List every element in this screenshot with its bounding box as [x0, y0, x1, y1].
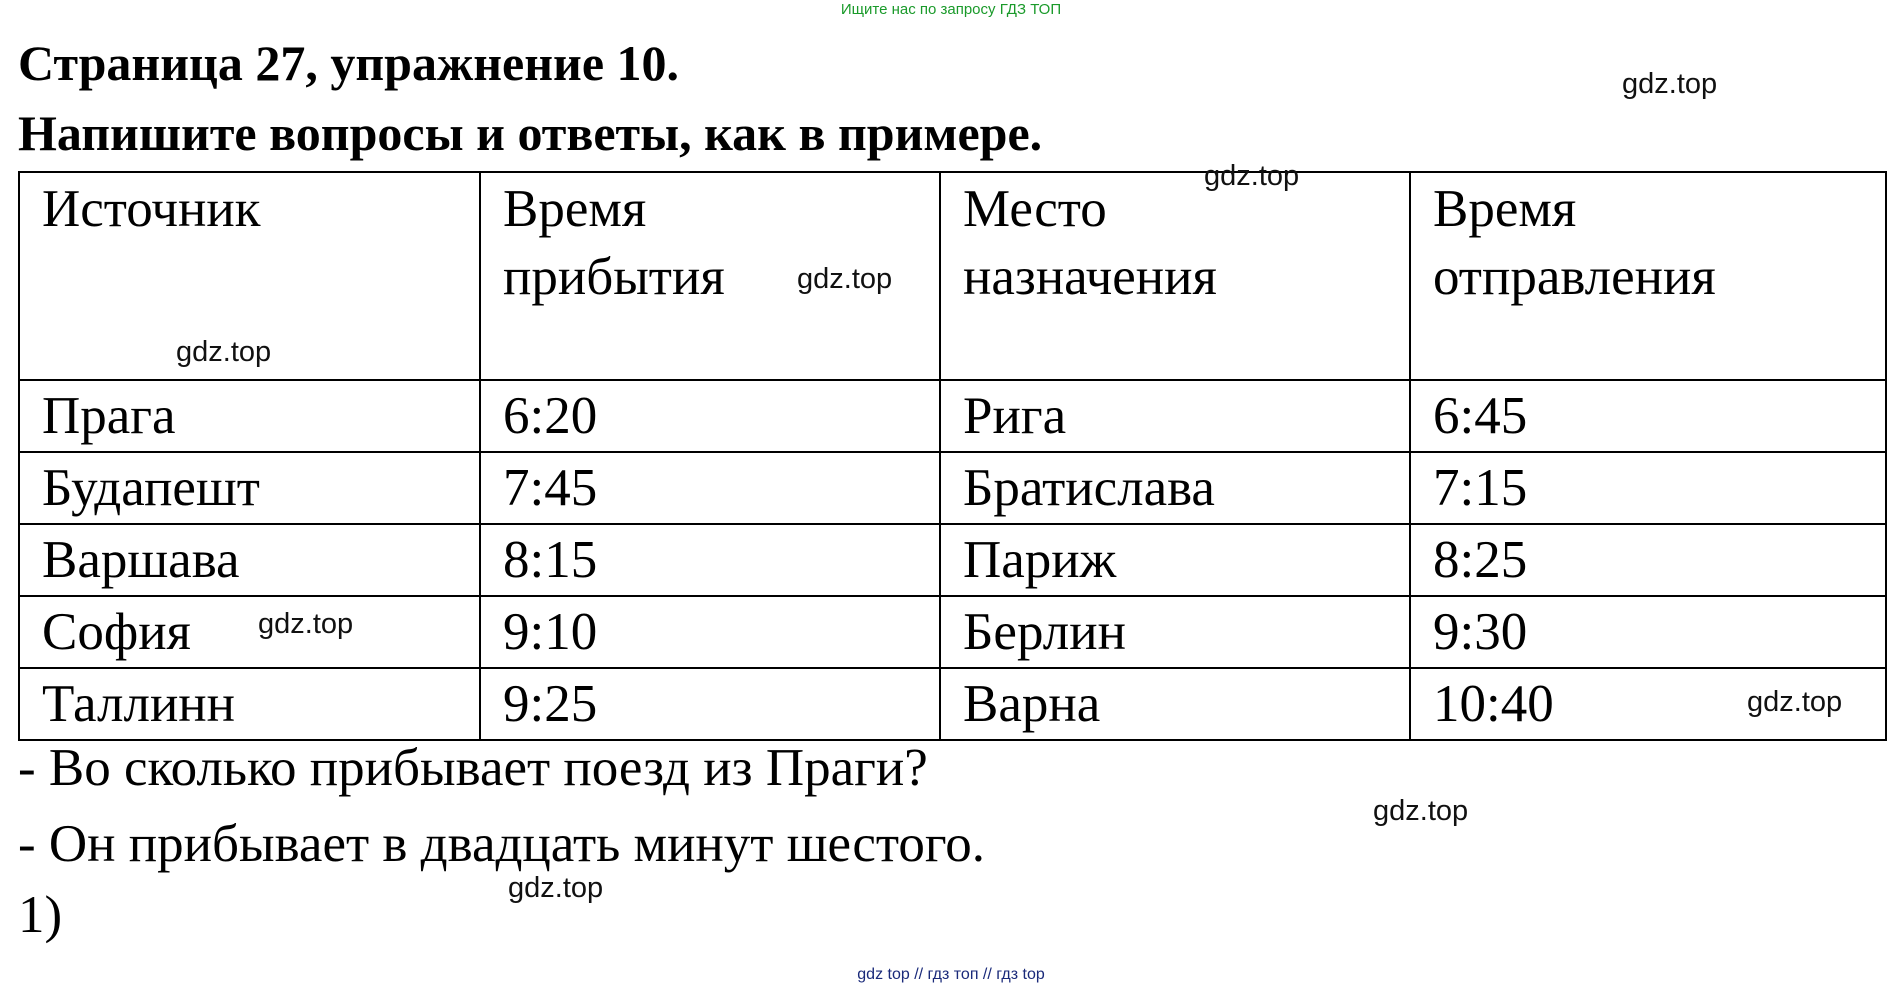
page-title: Страница 27, упражнение 10.: [18, 35, 680, 91]
train-schedule-table: [18, 171, 1887, 741]
watermark-top: Ищите нас по запросу ГДЗ ТОП: [840, 1, 1062, 18]
table-cell: Прага: [19, 380, 480, 452]
table-cell: 10:40: [1410, 668, 1886, 740]
table-cell: Братислава: [940, 452, 1410, 524]
table-row: [19, 524, 1886, 596]
watermark-label: gdz.top: [508, 872, 604, 904]
table-cell: Варна: [940, 668, 1410, 740]
table-row: [19, 380, 1886, 452]
table-cell: 8:15: [480, 524, 940, 596]
table-header-row: [19, 172, 1886, 380]
table-cell: 9:30: [1410, 596, 1886, 668]
table-cell: София: [19, 596, 480, 668]
header-cell-destination: Место назначения: [940, 172, 1410, 380]
header-cell-departure-time: Время отправления: [1410, 172, 1886, 380]
example-question: - Во сколько прибывает поезд из Праги?: [18, 739, 928, 797]
table-row: [19, 668, 1886, 740]
table-cell: 9:10: [480, 596, 940, 668]
table-row: [19, 452, 1886, 524]
table-cell: 9:25: [480, 668, 940, 740]
header-cell-arrival-time: Время прибытия: [480, 172, 940, 380]
table-cell: Рига: [940, 380, 1410, 452]
table-cell: Варшава: [19, 524, 480, 596]
exercise-instruction: Напишите вопросы и ответы, как в примере.: [18, 105, 1043, 161]
table-cell: 7:45: [480, 452, 940, 524]
table-cell: Берлин: [940, 596, 1410, 668]
table-cell: 7:15: [1410, 452, 1886, 524]
watermark-label: gdz.top: [1747, 686, 1843, 718]
watermark-label: gdz.top: [1204, 160, 1300, 192]
watermark-label: gdz.top: [1622, 68, 1718, 100]
watermark-label: gdz.top: [176, 336, 272, 368]
watermark-label: gdz.top: [1373, 795, 1469, 827]
table-cell: 6:20: [480, 380, 940, 452]
watermark-bottom: gdz top // гдз топ // гдз top: [857, 966, 1045, 983]
table-cell: 8:25: [1410, 524, 1886, 596]
header-cell-source: Источник: [19, 172, 480, 380]
table-cell: Таллинн: [19, 668, 480, 740]
table-cell: Будапешт: [19, 452, 480, 524]
answer-number: 1): [18, 886, 63, 944]
example-answer: - Он прибывает в двадцать минут шестого.: [18, 815, 986, 873]
table-cell: Париж: [940, 524, 1410, 596]
watermark-label: gdz.top: [797, 263, 893, 295]
watermark-label: gdz.top: [258, 608, 354, 640]
table-cell: 6:45: [1410, 380, 1886, 452]
